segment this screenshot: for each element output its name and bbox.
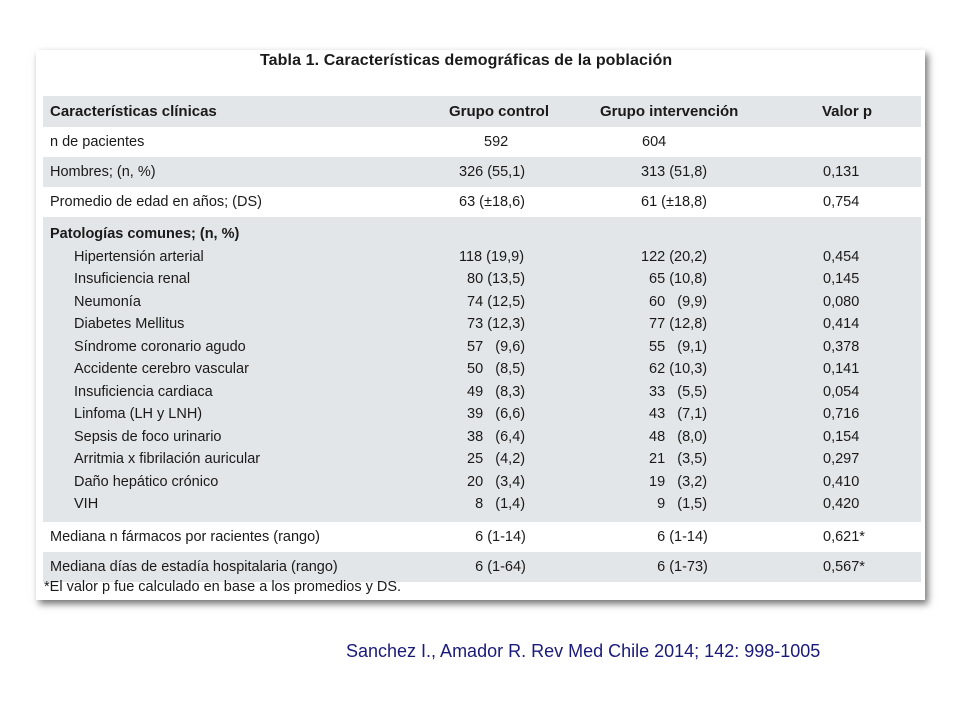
table-row [43, 426, 921, 449]
header-valor-p: Valor p [822, 103, 873, 120]
intervention-value: 313 (51,8) [641, 164, 708, 180]
section-header-row [43, 217, 921, 246]
p-value: 0,145 [823, 271, 860, 287]
control-value: 63 (±18,6) [459, 194, 525, 210]
table-row [43, 493, 921, 522]
intervention-value: 55 (9,1) [641, 338, 708, 355]
control-value: 80 (13,5) [459, 271, 526, 287]
intervention-value: 122 (20,2) [641, 248, 708, 265]
row-label: n de pacientes [50, 134, 145, 150]
p-value: 0,141 [823, 361, 860, 377]
p-value: 0,716 [823, 406, 860, 422]
table-row [43, 127, 921, 157]
intervention-value: 9 (1,5) [641, 496, 708, 512]
p-value: 0,621* [823, 528, 865, 545]
p-value: 0,410 [823, 473, 860, 490]
table-row [43, 381, 921, 404]
pathology-label: Insuficiencia renal [74, 271, 191, 287]
header-grupo-control: Grupo control [449, 103, 549, 120]
intervention-value: 48 (8,0) [641, 428, 708, 445]
table-row [43, 246, 921, 269]
p-value: 0,454 [823, 248, 860, 265]
intervention-value: 19 (3,2) [641, 473, 708, 490]
control-value: 38 (6,4) [459, 428, 526, 445]
table-row [43, 157, 921, 187]
pathology-label: Neumonía [74, 293, 141, 310]
intervention-value: 77 (12,8) [641, 316, 708, 332]
p-value: 0,378 [823, 338, 860, 355]
control-value: 57 (9,6) [459, 338, 526, 355]
pathology-label: VIH [74, 496, 99, 512]
table-row [43, 403, 921, 426]
row-label: Mediana días de estadía hospitalaria (rango) [50, 558, 338, 575]
control-value: 49 (8,3) [459, 383, 526, 400]
intervention-value: 61 (±18,8) [641, 194, 707, 210]
p-value: 0,297 [823, 451, 860, 467]
pathology-label: Sepsis de foco urinario [74, 428, 222, 445]
p-value [780, 127, 921, 157]
control-value: 73 (12,3) [459, 316, 526, 332]
header-grupo-intervencion: Grupo intervención [600, 103, 739, 120]
row-label: Mediana n fármacos por racientes (rango) [50, 528, 320, 545]
control-value: 8 (1,4) [459, 496, 526, 512]
table-row [43, 522, 921, 552]
pathology-label: Diabetes Mellitus [74, 316, 185, 332]
p-value: 0,420 [823, 496, 860, 512]
p-value: 0,054 [823, 383, 860, 400]
table-card [36, 50, 925, 600]
control-value: 50 (8,5) [459, 361, 526, 377]
table-row [43, 291, 921, 314]
table-row [43, 336, 921, 359]
row-label: Promedio de edad en años; (DS) [50, 194, 262, 210]
table-row [43, 187, 921, 217]
intervention-value: 33 (5,5) [641, 383, 708, 400]
control-value: 74 (12,5) [459, 293, 526, 310]
pathology-label: Insuficiencia cardiaca [74, 383, 213, 400]
intervention-value: 6 (1-14) [641, 528, 708, 545]
p-value: 0,154 [823, 428, 860, 445]
intervention-value: 21 (3,5) [641, 451, 708, 467]
control-value: 25 (4,2) [459, 451, 526, 467]
table-row [43, 313, 921, 336]
citation-caption: Sanchez I., Amador R. Rev Med Chile 2014; 142: 998-1005 [346, 641, 821, 661]
intervention-value: 62 (10,3) [641, 361, 708, 377]
control-value: 592 [484, 134, 509, 150]
pathology-label: Hipertensión arterial [74, 248, 204, 265]
intervention-value: 604 [642, 134, 667, 150]
p-value: 0,080 [823, 293, 860, 310]
section-label: Patologías comunes; (n, %) [50, 226, 240, 242]
table-row [43, 448, 921, 471]
row-label: Hombres; (n, %) [50, 164, 156, 180]
table-row [43, 552, 921, 582]
control-value: 326 (55,1) [459, 164, 526, 180]
p-value: 0,131 [823, 164, 860, 180]
table-row [43, 471, 921, 494]
intervention-value: 60 (9,9) [641, 293, 708, 310]
control-value: 39 (6,6) [459, 406, 526, 422]
p-value: 0,567* [823, 558, 865, 575]
intervention-value: 43 (7,1) [641, 406, 708, 422]
control-value: 20 (3,4) [459, 473, 526, 490]
pathology-label: Linfoma (LH y LNH) [74, 406, 203, 422]
pathology-label: Síndrome coronario agudo [74, 338, 246, 355]
p-value: 0,754 [823, 194, 860, 210]
pathology-label: Arritmia x fibrilación auricular [74, 451, 261, 467]
table-row [43, 358, 921, 381]
header-caracteristicas: Características clínicas [50, 103, 217, 120]
control-value: 6 (1-14) [459, 528, 526, 545]
demographics-table [43, 96, 921, 582]
intervention-value: 65 (10,8) [641, 271, 708, 287]
intervention-value: 6 (1-73) [641, 558, 708, 575]
table-row [43, 268, 921, 291]
pathology-label: Daño hepático crónico [74, 473, 219, 490]
control-value: 6 (1-64) [459, 558, 526, 575]
p-value: 0,414 [823, 316, 860, 332]
pathology-label: Accidente cerebro vascular [74, 361, 249, 377]
footnote: *El valor p fue calculado en base a los promedios y DS. [44, 579, 402, 595]
control-value: 118 (19,9) [459, 248, 525, 265]
table-title: Tabla 1. Características demográficas de la población [260, 52, 673, 69]
header-row [43, 96, 921, 127]
